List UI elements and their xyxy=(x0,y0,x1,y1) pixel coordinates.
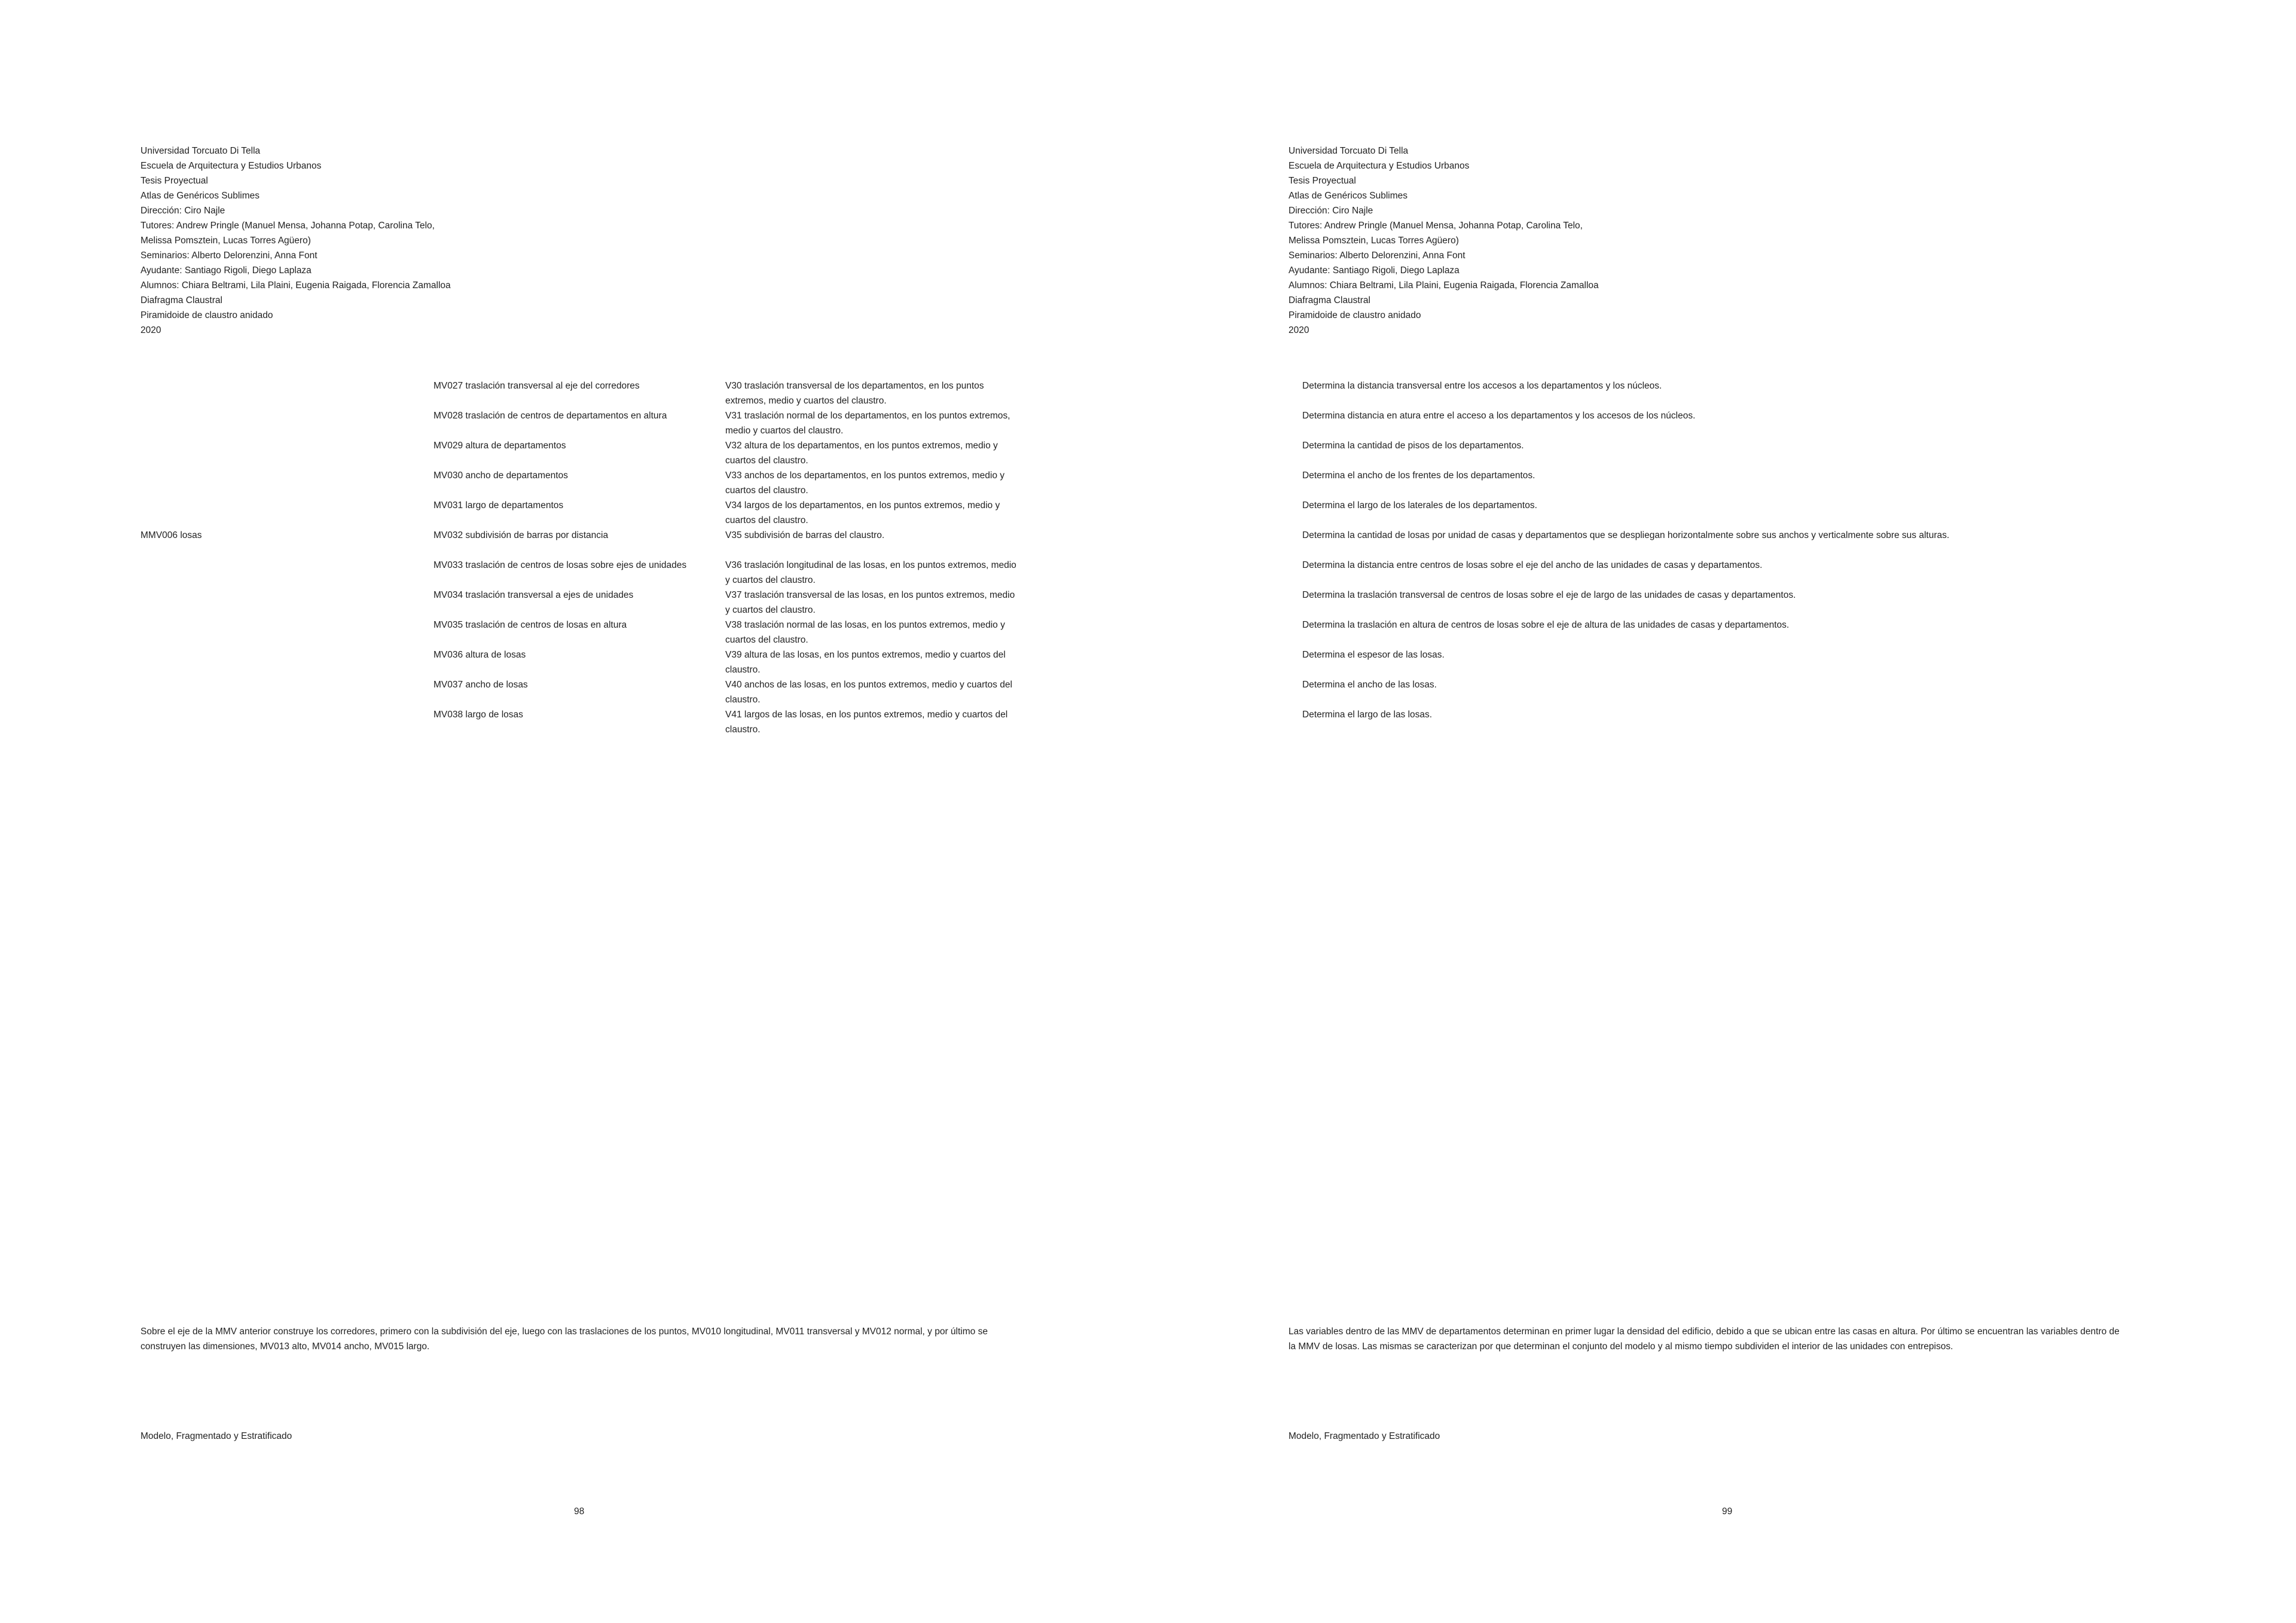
header-line: Tesis Proyectual xyxy=(1289,176,1356,186)
body-paragraph: Las variables dentro de las MMV de departamentos determinan en primer lugar la densidad del edificio, debido a que se ubican entre las casas en altura. Por último se encuentran las variables dentro de la MMV de losas. Las mismas se caracterizan por que determinan el conjunto del modelo y al mismo tiempo subdividen el interior de las unidades con entrepisos. xyxy=(1289,1326,2120,1352)
mv-cell: MV033 traslación de centros de losas sobre ejes de unidades xyxy=(433,560,687,570)
header-line: Seminarios: Alberto Delorenzini, Anna Font xyxy=(141,250,317,261)
header-line: Atlas de Genéricos Sublimes xyxy=(141,191,260,201)
header-line: Melissa Pomsztein, Lucas Torres Agüero) xyxy=(141,236,311,246)
description-cell: Determina la distancia transversal entre los accesos a los departamentos y los núcleos. xyxy=(1302,381,1662,391)
variable-cell: V39 altura de las losas, en los puntos extremos, medio y cuartos del claustro. xyxy=(725,650,1006,675)
table-row xyxy=(0,468,1148,498)
header-line: Diafragma Claustral xyxy=(1289,295,1370,305)
variable-cell: V40 anchos de las losas, en los puntos extremos, medio y cuartos del claustro. xyxy=(725,680,1012,705)
header-line: Escuela de Arquitectura y Estudios Urbanos xyxy=(1289,161,1470,171)
table-row xyxy=(0,378,1148,408)
footer-title: Modelo, Fragmentado y Estratificado xyxy=(141,1431,292,1441)
header-line: Universidad Torcuato Di Tella xyxy=(1289,146,1409,156)
header-line: 2020 xyxy=(1289,325,1309,335)
mv-cell: MV035 traslación de centros de losas en altura xyxy=(433,620,627,630)
description-cell: Determina el ancho de los frentes de los departamentos. xyxy=(1302,470,1535,481)
description-cell: Determina la distancia entre centros de losas sobre el eje del ancho de las unidades de casas y departamentos. xyxy=(1302,560,1763,570)
mv-cell: MV034 traslación transversal a ejes de unidades xyxy=(433,590,634,600)
table-row xyxy=(0,558,1148,588)
header-line: Piramidoide de claustro anidado xyxy=(141,310,273,320)
description-cell: Determina el ancho de las losas. xyxy=(1302,680,1437,690)
description-cell: Determina el largo de los laterales de los departamentos. xyxy=(1302,500,1537,511)
footer-title: Modelo, Fragmentado y Estratificado xyxy=(1289,1431,1440,1441)
header-line: Seminarios: Alberto Delorenzini, Anna Font xyxy=(1289,250,1465,261)
body-paragraph: Sobre el eje de la MMV anterior construye los corredores, primero con la subdivisión del eje, luego con las traslaciones de los puntos, MV010 longitudinal, MV011 transversal y MV012 normal, y por último se construyen las dimensiones, MV013 alto, MV014 ancho, MV015 largo. xyxy=(141,1326,988,1352)
mv-cell: MV037 ancho de losas xyxy=(433,680,528,690)
table-row xyxy=(0,618,1148,647)
mv-cell: MV029 altura de departamentos xyxy=(433,441,566,451)
group-cell: MMV006 losas xyxy=(141,530,202,540)
mv-cell: MV031 largo de departamentos xyxy=(433,500,564,511)
header-line: Ayudante: Santiago Rigoli, Diego Laplaza xyxy=(141,265,312,276)
mv-cell: MV027 traslación transversal al eje del corredores xyxy=(433,381,640,391)
variable-cell: V32 altura de los departamentos, en los puntos extremos, medio y cuartos del claustro. xyxy=(725,441,998,466)
header-line: Dirección: Ciro Najle xyxy=(141,206,225,216)
mv-cell: MV038 largo de losas xyxy=(433,710,523,720)
header-line: Melissa Pomsztein, Lucas Torres Agüero) xyxy=(1289,236,1459,246)
description-cell: Determina la traslación en altura de centros de losas sobre el eje de altura de las unidades de casas y departamentos. xyxy=(1302,620,1790,630)
header-line: Alumnos: Chiara Beltrami, Lila Plaini, Eugenia Raigada, Florencia Zamalloa xyxy=(141,280,451,291)
table-row xyxy=(0,588,1148,618)
header-line: Universidad Torcuato Di Tella xyxy=(141,146,261,156)
description-cell: Determina el espesor de las losas. xyxy=(1302,650,1445,660)
description-cell: Determina la traslación transversal de centros de losas sobre el eje de largo de las unidades de casas y departamentos. xyxy=(1302,590,1796,600)
variable-cell: V38 traslación normal de las losas, en los puntos extremos, medio y cuartos del claustro. xyxy=(725,620,1005,645)
variable-cell: V35 subdivisión de barras del claustro. xyxy=(725,530,885,540)
header-line: Atlas de Genéricos Sublimes xyxy=(1289,191,1408,201)
variable-cell: V41 largos de las losas, en los puntos extremos, medio y cuartos del claustro. xyxy=(725,710,1008,735)
right-page xyxy=(1148,0,2296,1623)
table-row xyxy=(0,707,1148,737)
variable-cell: V33 anchos de los departamentos, en los puntos extremos, medio y cuartos del claustro. xyxy=(725,470,1004,496)
table-row xyxy=(0,647,1148,677)
header-line: Tesis Proyectual xyxy=(141,176,208,186)
table-row xyxy=(0,438,1148,468)
description-cell: Determina distancia en atura entre el acceso a los departamentos y los accesos de los núcleos. xyxy=(1302,411,1696,421)
header-line: Alumnos: Chiara Beltrami, Lila Plaini, Eugenia Raigada, Florencia Zamalloa xyxy=(1289,280,1599,291)
mv-cell: MV030 ancho de departamentos xyxy=(433,470,568,481)
header-line: 2020 xyxy=(141,325,161,335)
table-row xyxy=(0,677,1148,707)
colophon-header xyxy=(1289,143,1599,338)
mv-cell: MV028 traslación de centros de departamentos en altura xyxy=(433,411,667,421)
description-cell: Determina la cantidad de pisos de los departamentos. xyxy=(1302,441,1524,451)
colophon-header xyxy=(141,143,451,338)
variable-cell: V30 traslación transversal de los departamentos, en los puntos extremos, medio y cuartos del claustro. xyxy=(725,381,984,406)
header-line: Ayudante: Santiago Rigoli, Diego Laplaza xyxy=(1289,265,1460,276)
header-line: Tutores: Andrew Pringle (Manuel Mensa, Johanna Potap, Carolina Telo, xyxy=(141,221,435,231)
description-cell: Determina el largo de las losas. xyxy=(1302,710,1433,720)
table-row xyxy=(0,498,1148,528)
page-number: 98 xyxy=(574,1506,585,1517)
mv-cell: MV032 subdivisión de barras por distancia xyxy=(433,530,609,540)
header-line: Piramidoide de claustro anidado xyxy=(1289,310,1421,320)
variable-cell: V36 traslación longitudinal de las losas, en los puntos extremos, medio y cuartos del claustro. xyxy=(725,560,1016,585)
header-line: Dirección: Ciro Najle xyxy=(1289,206,1373,216)
mv-cell: MV036 altura de losas xyxy=(433,650,526,660)
table-row xyxy=(0,528,1148,558)
header-line: Diafragma Claustral xyxy=(141,295,222,305)
table-row xyxy=(0,408,1148,438)
header-line: Escuela de Arquitectura y Estudios Urbanos xyxy=(141,161,322,171)
variable-cell: V31 traslación normal de los departamentos, en los puntos extremos, medio y cuartos del claustro. xyxy=(725,411,1010,436)
page-number: 99 xyxy=(1722,1506,1733,1517)
header-line: Tutores: Andrew Pringle (Manuel Mensa, Johanna Potap, Carolina Telo, xyxy=(1289,221,1583,231)
variable-cell: V37 traslación transversal de las losas, en los puntos extremos, medio y cuartos del claustro. xyxy=(725,590,1015,615)
description-cell: Determina la cantidad de losas por unidad de casas y departamentos que se despliegan horizontalmente sobre sus anchos y verticalmente sobre sus alturas. xyxy=(1302,530,1950,540)
variable-cell: V34 largos de los departamentos, en los puntos extremos, medio y cuartos del claustro. xyxy=(725,500,1000,525)
